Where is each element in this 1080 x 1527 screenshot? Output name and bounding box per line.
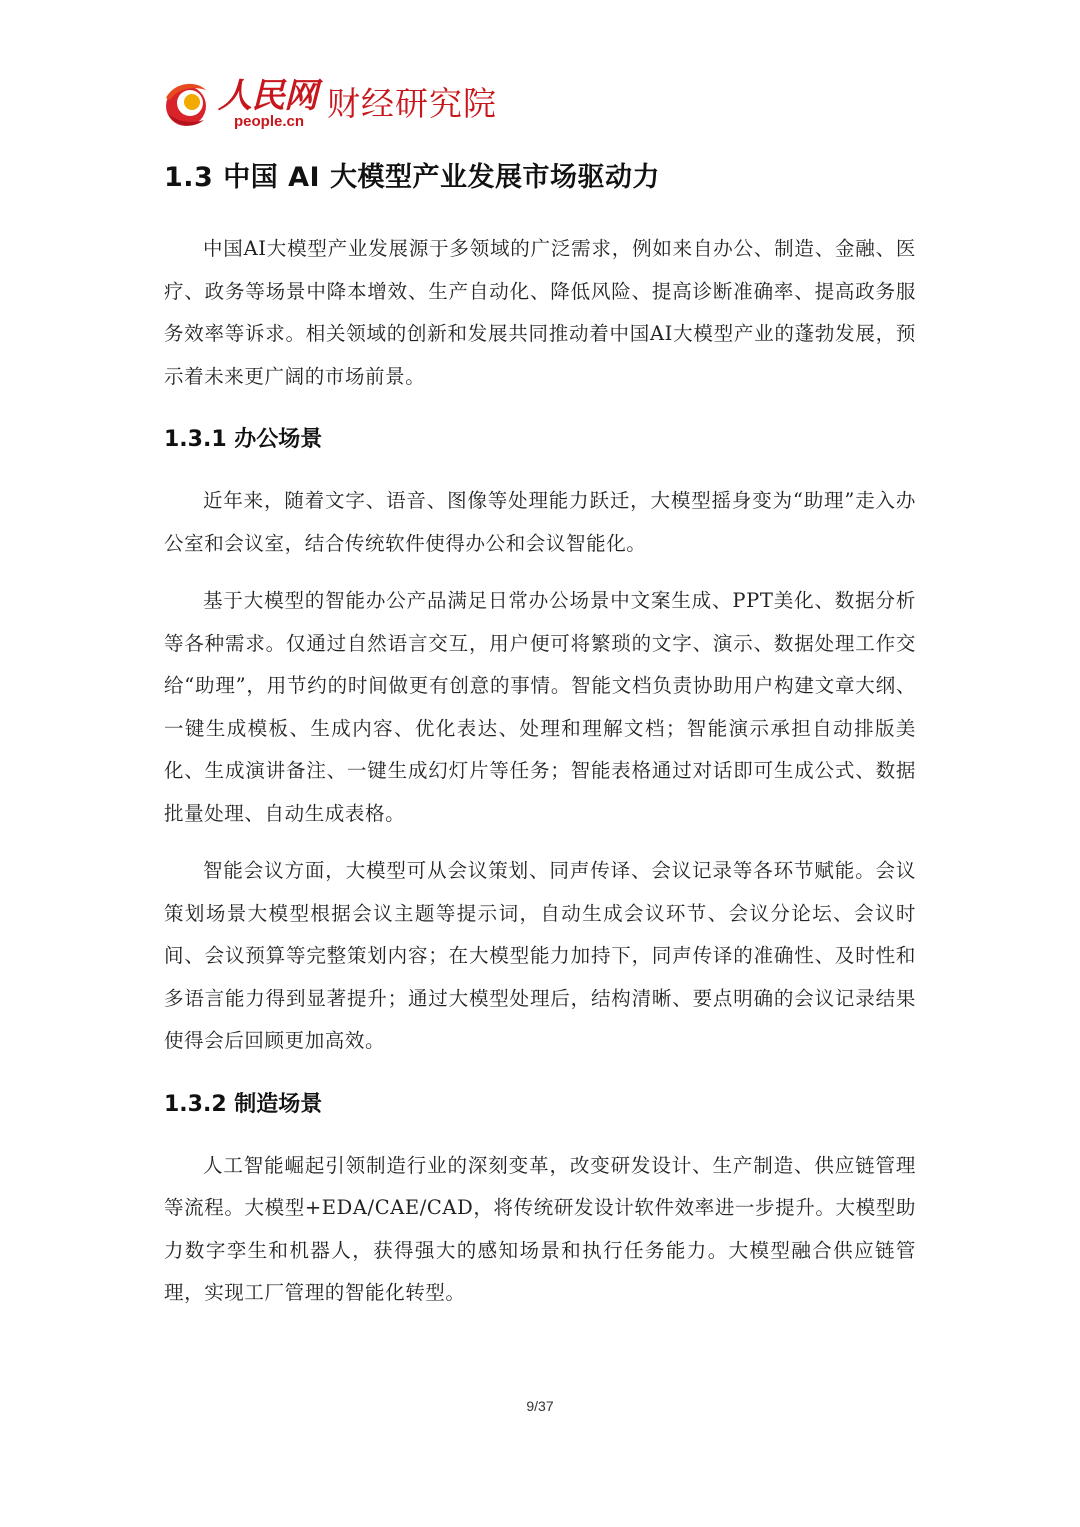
section-title: 1.3 中国 AI 大模型产业发展市场驱动力 <box>164 162 660 193</box>
brand-wordmark <box>218 78 317 130</box>
people-daily-swirl-icon <box>160 78 212 130</box>
institute-name: 财经研究院 <box>327 84 497 123</box>
office-paragraph-2: 基于大模型的智能办公产品满足日常办公场景中文案生成、PPT美化、数据分析等各种需求。仅通过自然语言交互，用户便可将繁琐的文字、演示、数据处理工作交给“助理”，用节约的时间做更有创意的事情。智能文档负责协助用户构建文章大纲、一键生成模板、生成内容、优化表达、处理和理解文档；智能演示承担自动排版美化、生成演讲备注、一键生成幻灯片等任务；智能表格通过对话即可生成公式、数据批量处理、自动生成表格。 <box>164 589 916 825</box>
header-logo <box>160 76 497 132</box>
manufacturing-paragraph-1: 人工智能崛起引领制造行业的深刻变革，改变研发设计、生产制造、供应链管理等流程。大模型+EDA/CAE/CAD，将传统研发设计软件效率进一步提升。大模型助力数字孪生和机器人，获得强大的感知场景和执行任务能力。大模型融合供应链管理，实现工厂管理的智能化转型。 <box>164 1153 916 1304</box>
brand-url: people.cn <box>234 113 305 130</box>
page-number: 9/37 <box>526 1398 554 1414</box>
brand-name: 人民网 <box>218 76 317 116</box>
office-paragraph-3: 智能会议方面，大模型可从会议策划、同声传译、会议记录等各环节赋能。会议策划场景大模型根据会议主题等提示词，自动生成会议环节、会议分论坛、会议时间、会议预算等完整策划内容；在大模型能力加持下，同声传译的准确性、及时性和多语言能力得到显著提升；通过大模型处理后，结构清晰、要点明确的会议记录结果使得会后回顾更加高效。 <box>164 859 916 1052</box>
subsection-title-office: 1.3.1 办公场景 <box>164 427 323 452</box>
office-paragraph-1: 近年来，随着文字、语音、图像等处理能力跃迁，大模型摇身变为“助理”走入办公室和会议室，结合传统软件使得办公和会议智能化。 <box>164 489 916 555</box>
document-body <box>164 156 916 1315</box>
subsection-title-manufacturing: 1.3.2 制造场景 <box>164 1091 323 1117</box>
section-intro-paragraph: 中国AI大模型产业发展源于多领域的广泛需求，例如来自办公、制造、金融、医疗、政务等场景中降本增效、生产自动化、降低风险、提高诊断准确率、提高政务服务效率等诉求。相关领域的创新和发展共同推动着中国AI大模型产业的蓬勃发展，预示着未来更广阔的市场前景。 <box>164 237 916 388</box>
